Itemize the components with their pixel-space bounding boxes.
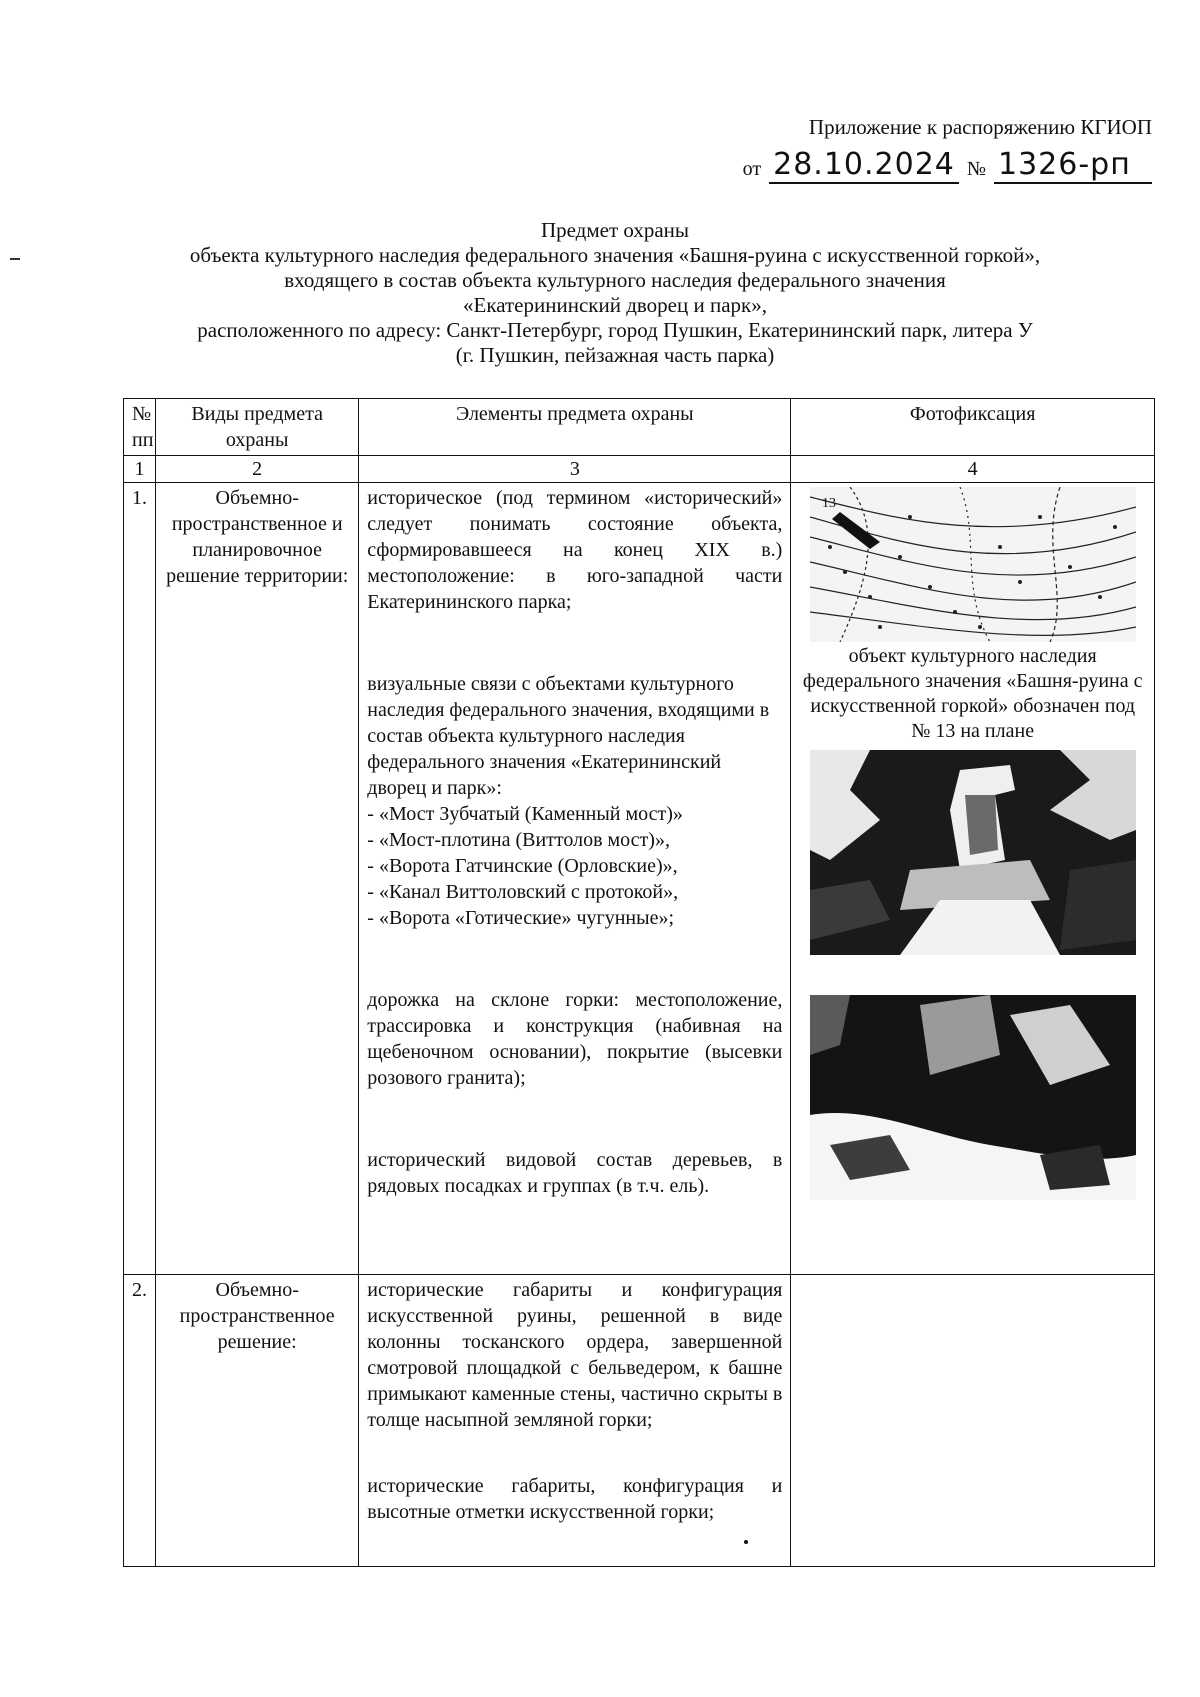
table-row	[124, 483, 1155, 1275]
date-number-line	[743, 148, 1152, 184]
path-slope-photo	[810, 995, 1136, 1200]
row-photos-empty	[791, 1275, 1155, 1567]
col-number-2: 2	[156, 456, 359, 483]
row-number: 1.	[124, 483, 156, 1275]
appendix-header	[743, 112, 1152, 184]
appendix-text: Приложение к распоряжению КГИОП	[808, 115, 1152, 139]
plan-caption: объект культурного наследия федерального значения «Башня-руина с искусственной горкой» обозначен под № 13 на плане	[802, 645, 1143, 742]
document-title	[150, 218, 1080, 368]
element-visual-links: визуальные связи с объектами культурного наследия федерального значения, входящими в состав объекта культурного наследия федерального значения «Екатерининский дворец и парк»:	[367, 673, 770, 799]
header-photo: Фотофиксация	[791, 399, 1155, 456]
title-line-4: «Екатерининский дворец и парк»,	[463, 293, 767, 317]
visual-link-item: - «Ворота «Готические» чугунные»;	[367, 907, 675, 929]
element-hill-dimensions: исторические габариты, конфигурация и высотные отметки искусственной горки;	[367, 1475, 783, 1523]
col-number-1: 1	[124, 456, 156, 483]
date-prefix: от	[742, 158, 762, 180]
visual-link-item: - «Мост Зубчатый (Каменный мост)»	[367, 803, 683, 825]
row-photos	[791, 483, 1155, 1275]
visual-link-item: - «Мост-плотина (Виттолов мост)»,	[367, 829, 670, 851]
column-number-row	[124, 456, 1155, 483]
header-elements: Элементы предмета охраны	[359, 399, 791, 456]
row-elements	[359, 1275, 791, 1567]
row-number: 2.	[124, 1275, 156, 1567]
number-prefix: №	[966, 158, 986, 180]
title-line-2: объекта культурного наследия федерального значения «Башня-руина с искусственной горкой»,	[189, 243, 1041, 267]
col-number-4: 4	[791, 456, 1155, 483]
col-number-3: 3	[359, 456, 791, 483]
table-header-row	[124, 399, 1155, 456]
plan-label: 13	[821, 496, 836, 511]
element-ruin-dimensions: исторические габариты и конфигурация искусственной руины, решенной в виде колонны тосканского ордера, завершенной смотровой площадкой с бельведером, к башне примыкают каменные стены, частично скрыты в толще насыпной земляной горки;	[367, 1279, 783, 1431]
title-line-6: (г. Пушкин, пейзажная часть парка)	[455, 343, 775, 367]
element-trees: исторический видовой состав деревьев, в рядовых посадках и группах (в т.ч. ель).	[367, 1149, 783, 1197]
stray-dot	[744, 1540, 748, 1544]
visual-link-item: - «Канал Виттоловский с протокой»,	[367, 881, 679, 903]
header-num: № пп	[124, 399, 156, 456]
title-line-5: расположенного по адресу: Санкт-Петербург, город Пушкин, Екатерининский парк, литера У	[197, 318, 1033, 342]
element-location: историческое (под термином «исторический» следует понимать состояние объекта, сформировавшееся на конец XIX в.) местоположение: в юго-западной части Екатерининского парка;	[367, 487, 783, 613]
title-line-3: входящего в состав объекта культурного наследия федерального значения	[284, 268, 946, 292]
handwritten-number: 1326-рп	[994, 148, 1152, 184]
element-path: дорожка на склоне горки: местоположение, трассировка и конструкция (набивная на щебеночном основании), покрытие (высевки розового гранита);	[367, 989, 783, 1089]
row-type: Объемно-пространственное и планировочное решение территории:	[156, 483, 359, 1275]
tower-ruin-photo	[810, 750, 1136, 955]
table-row	[124, 1275, 1155, 1567]
protection-table	[123, 398, 1155, 1567]
header-type: Виды предмета охраны	[156, 399, 359, 456]
row-type: Объемно-пространственное решение:	[156, 1275, 359, 1567]
row-elements	[359, 483, 791, 1275]
title-line-1: Предмет охраны	[540, 218, 690, 242]
visual-link-item: - «Ворота Гатчинские (Орловские)»,	[367, 855, 678, 877]
margin-mark	[10, 258, 20, 260]
park-plan-image	[810, 487, 1136, 642]
handwritten-date: 28.10.2024	[769, 148, 959, 184]
